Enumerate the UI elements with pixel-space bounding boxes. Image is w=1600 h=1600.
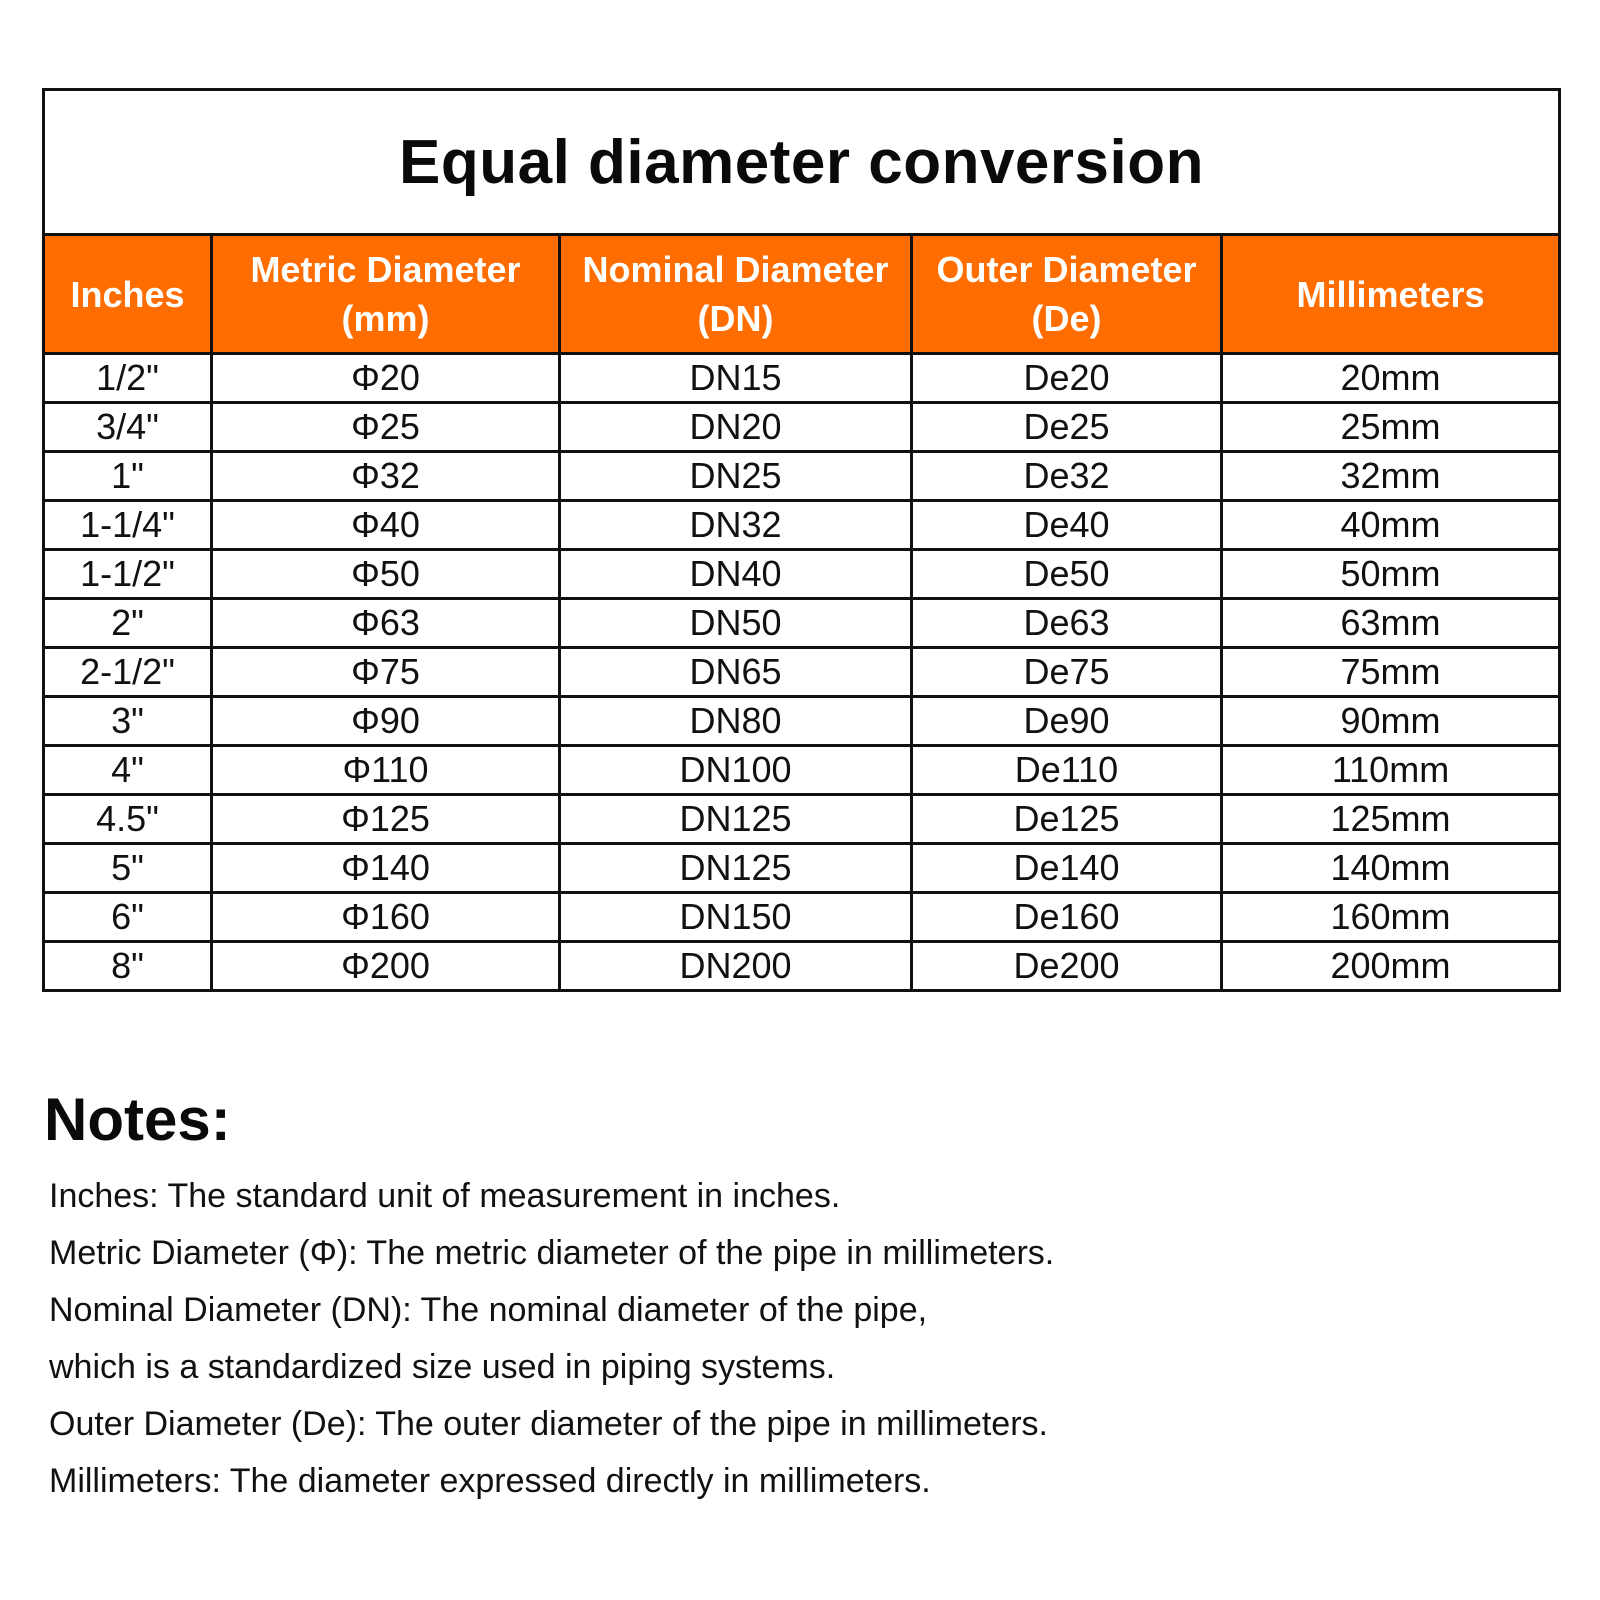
cell-millimeters: 200mm: [1222, 942, 1560, 991]
table-row: [44, 893, 1560, 942]
cell-metric-diameter: Φ20: [212, 354, 560, 403]
note-line: Metric Diameter (Φ): The metric diameter of the pipe in millimeters.: [49, 1234, 1055, 1272]
column-header-nominal-diameter-label: Nominal Diameter: [582, 249, 889, 290]
column-header-outer-diameter-unit: (De): [1031, 298, 1102, 339]
table-row: [44, 795, 1560, 844]
cell-metric-diameter: Φ160: [212, 893, 560, 942]
table-row: [44, 648, 1560, 697]
column-header-millimeters-label: Millimeters: [1296, 273, 1485, 315]
cell-metric-diameter: Φ25: [212, 403, 560, 452]
cell-inches: 2": [44, 599, 212, 648]
cell-inches: 3/4": [44, 403, 212, 452]
cell-inches: 3": [44, 697, 212, 746]
cell-nominal-diameter: DN32: [560, 501, 912, 550]
table-row: [44, 697, 1560, 746]
cell-outer-diameter: De200: [912, 942, 1222, 991]
column-header-inches-label: Inches: [70, 273, 185, 315]
cell-outer-diameter: De50: [912, 550, 1222, 599]
cell-nominal-diameter: DN25: [560, 452, 912, 501]
cell-outer-diameter: De63: [912, 599, 1222, 648]
column-header-nominal-diameter-unit: (DN): [697, 298, 774, 339]
cell-outer-diameter: De40: [912, 501, 1222, 550]
cell-metric-diameter: Φ90: [212, 697, 560, 746]
cell-millimeters: 40mm: [1222, 501, 1560, 550]
column-header-metric-diameter-label: Metric Diameter: [250, 249, 521, 290]
note-line: which is a standardized size used in piping systems.: [49, 1348, 836, 1386]
cell-millimeters: 50mm: [1222, 550, 1560, 599]
cell-inches: 6": [44, 893, 212, 942]
table-title: Equal diameter conversion: [44, 90, 1560, 235]
cell-nominal-diameter: DN65: [560, 648, 912, 697]
cell-inches: 8": [44, 942, 212, 991]
cell-inches: 4": [44, 746, 212, 795]
cell-outer-diameter: De160: [912, 893, 1222, 942]
conversion-table-container: [42, 88, 1558, 992]
cell-inches: 1-1/2": [44, 550, 212, 599]
cell-metric-diameter: Φ140: [212, 844, 560, 893]
column-header-outer-diameter: [912, 235, 1222, 354]
table-row: [44, 501, 1560, 550]
cell-millimeters: 75mm: [1222, 648, 1560, 697]
table-row: [44, 746, 1560, 795]
cell-millimeters: 32mm: [1222, 452, 1560, 501]
cell-inches: 2-1/2": [44, 648, 212, 697]
note-line: Inches: The standard unit of measurement in inches.: [49, 1177, 841, 1215]
cell-outer-diameter: De20: [912, 354, 1222, 403]
cell-metric-diameter: Φ40: [212, 501, 560, 550]
cell-metric-diameter: Φ75: [212, 648, 560, 697]
cell-nominal-diameter: DN15: [560, 354, 912, 403]
cell-millimeters: 125mm: [1222, 795, 1560, 844]
cell-metric-diameter: Φ200: [212, 942, 560, 991]
cell-nominal-diameter: DN200: [560, 942, 912, 991]
cell-outer-diameter: De25: [912, 403, 1222, 452]
cell-millimeters: 160mm: [1222, 893, 1560, 942]
table-row: [44, 452, 1560, 501]
cell-nominal-diameter: DN150: [560, 893, 912, 942]
conversion-table: [42, 88, 1561, 992]
cell-metric-diameter: Φ63: [212, 599, 560, 648]
header-row: [44, 235, 1560, 354]
cell-nominal-diameter: DN40: [560, 550, 912, 599]
cell-metric-diameter: Φ32: [212, 452, 560, 501]
table-row: [44, 550, 1560, 599]
cell-metric-diameter: Φ125: [212, 795, 560, 844]
cell-millimeters: 63mm: [1222, 599, 1560, 648]
cell-inches: 1": [44, 452, 212, 501]
notes-heading: Notes:: [44, 1086, 231, 1153]
note-line: Outer Diameter (De): The outer diameter of the pipe in millimeters.: [49, 1405, 1048, 1443]
cell-inches: 1/2": [44, 354, 212, 403]
cell-outer-diameter: De90: [912, 697, 1222, 746]
table-row: [44, 599, 1560, 648]
column-header-millimeters: [1222, 235, 1560, 354]
cell-outer-diameter: De32: [912, 452, 1222, 501]
notes-section: [44, 1088, 1544, 1510]
cell-outer-diameter: De125: [912, 795, 1222, 844]
cell-outer-diameter: De110: [912, 746, 1222, 795]
cell-millimeters: 90mm: [1222, 697, 1560, 746]
note-line: Millimeters: The diameter expressed directly in millimeters.: [49, 1462, 931, 1500]
column-header-inches: [44, 235, 212, 354]
note-line: Nominal Diameter (DN): The nominal diameter of the pipe,: [49, 1291, 928, 1329]
table-row: [44, 403, 1560, 452]
cell-millimeters: 110mm: [1222, 746, 1560, 795]
column-header-metric-diameter: [212, 235, 560, 354]
cell-millimeters: 20mm: [1222, 354, 1560, 403]
cell-nominal-diameter: DN50: [560, 599, 912, 648]
cell-inches: 5": [44, 844, 212, 893]
cell-inches: 1-1/4": [44, 501, 212, 550]
cell-metric-diameter: Φ50: [212, 550, 560, 599]
cell-millimeters: 140mm: [1222, 844, 1560, 893]
cell-metric-diameter: Φ110: [212, 746, 560, 795]
column-header-nominal-diameter: [560, 235, 912, 354]
cell-nominal-diameter: DN100: [560, 746, 912, 795]
table-row: [44, 354, 1560, 403]
cell-millimeters: 25mm: [1222, 403, 1560, 452]
cell-nominal-diameter: DN125: [560, 844, 912, 893]
cell-outer-diameter: De75: [912, 648, 1222, 697]
cell-nominal-diameter: DN20: [560, 403, 912, 452]
table-row: [44, 942, 1560, 991]
column-header-metric-diameter-unit: (mm): [341, 298, 430, 339]
cell-outer-diameter: De140: [912, 844, 1222, 893]
cell-inches: 4.5": [44, 795, 212, 844]
cell-nominal-diameter: DN125: [560, 795, 912, 844]
cell-nominal-diameter: DN80: [560, 697, 912, 746]
table-row: [44, 844, 1560, 893]
column-header-outer-diameter-label: Outer Diameter: [936, 249, 1197, 290]
notes-lines: [44, 1168, 1544, 1510]
